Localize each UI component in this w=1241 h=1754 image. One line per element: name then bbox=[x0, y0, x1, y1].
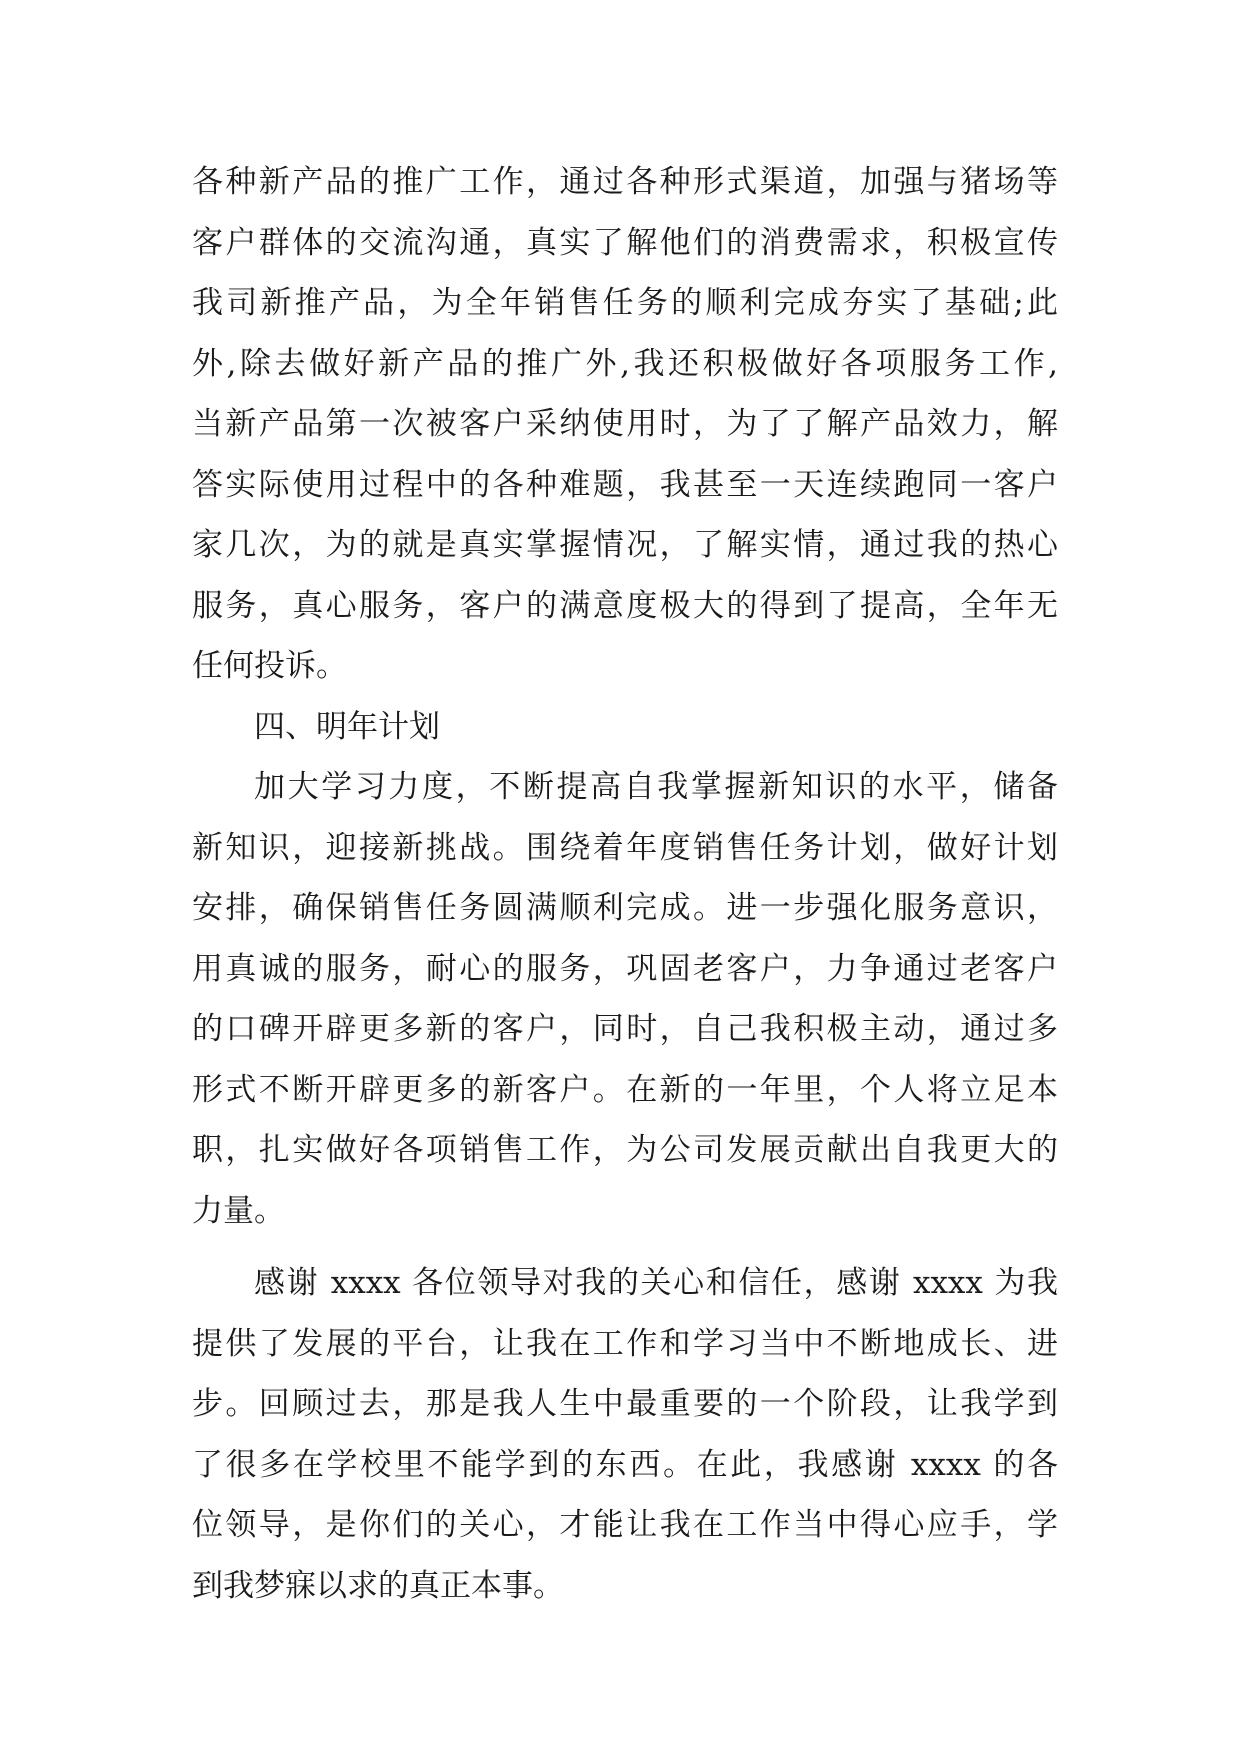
text-line: 形式不断开辟更多的新客户。在新的一年里，个人将立足本 bbox=[192, 1071, 1058, 1108]
text-line: 感谢 xxxx 各位领导对我的关心和信任，感谢 xxxx 为我 bbox=[254, 1265, 1058, 1301]
text-line: 我司新推产品，为全年销售任务的顺利完成夯实了基础;此 bbox=[192, 285, 1058, 321]
text-line: 服务，真心服务，客户的满意度极大的得到了提高，全年无 bbox=[192, 587, 1058, 624]
text-line: 客户群体的交流沟通，真实了解他们的消费需求，积极宣传 bbox=[192, 224, 1058, 261]
text-line: 任何投诉。 bbox=[192, 648, 347, 684]
section-heading-next-year-plan bbox=[192, 697, 1058, 758]
text-line: 职，扎实做好各项销售工作，为公司发展贡献出自我更大的 bbox=[192, 1132, 1058, 1168]
text-line: 提供了发展的平台，让我在工作和学习当中不断地成长、进 bbox=[192, 1325, 1058, 1362]
text-line: 答实际使用过程中的各种难题，我甚至一天连续跑同一客户 bbox=[192, 466, 1058, 503]
section-heading: 四、明年计划 bbox=[254, 708, 440, 745]
text-line: 加大学习力度，不断提高自我掌握新知识的水平，储备 bbox=[254, 769, 1058, 805]
text-line: 了很多在学校里不能学到的东西。在此，我感谢 xxxx 的各 bbox=[192, 1446, 1058, 1483]
text-line: 安排，确保销售任务圆满顺利完成。进一步强化服务意识， bbox=[192, 890, 1058, 926]
text-line: 步。回顾过去，那是我人生中最重要的一个阶段，让我学到 bbox=[192, 1386, 1058, 1422]
text-line: 当新产品第一次被客户采纳使用时，为了了解产品效力，解 bbox=[192, 406, 1058, 442]
text-line: 到我梦寐以求的真正本事。 bbox=[192, 1567, 564, 1604]
text-line: 各种新产品的推广工作，通过各种形式渠道，加强与猪场等 bbox=[192, 164, 1058, 200]
text-line: 用真诚的服务，耐心的服务，巩固老客户，力争通过老客户 bbox=[192, 950, 1058, 987]
paragraph-service-work bbox=[192, 152, 1058, 697]
text-line: 位领导，是你们的关心，才能让我在工作当中得心应手，学 bbox=[192, 1507, 1058, 1543]
text-line: 外,除去做好新产品的推广外,我还积极做好各项服务工作, bbox=[192, 345, 1058, 382]
text-line: 新知识，迎接新挑战。围绕着年度销售任务计划，做好计划 bbox=[192, 829, 1058, 866]
text-line: 家几次，为的就是真实掌握情况，了解实情，通过我的热心 bbox=[192, 527, 1058, 563]
paragraph-thanks bbox=[192, 1253, 1058, 1616]
document-body bbox=[192, 152, 1058, 1616]
text-line: 的口碑开辟更多新的客户，同时，自己我积极主动，通过多 bbox=[192, 1011, 1058, 1047]
text-line: 力量。 bbox=[192, 1192, 285, 1229]
paragraph-next-year-plan bbox=[192, 757, 1058, 1241]
